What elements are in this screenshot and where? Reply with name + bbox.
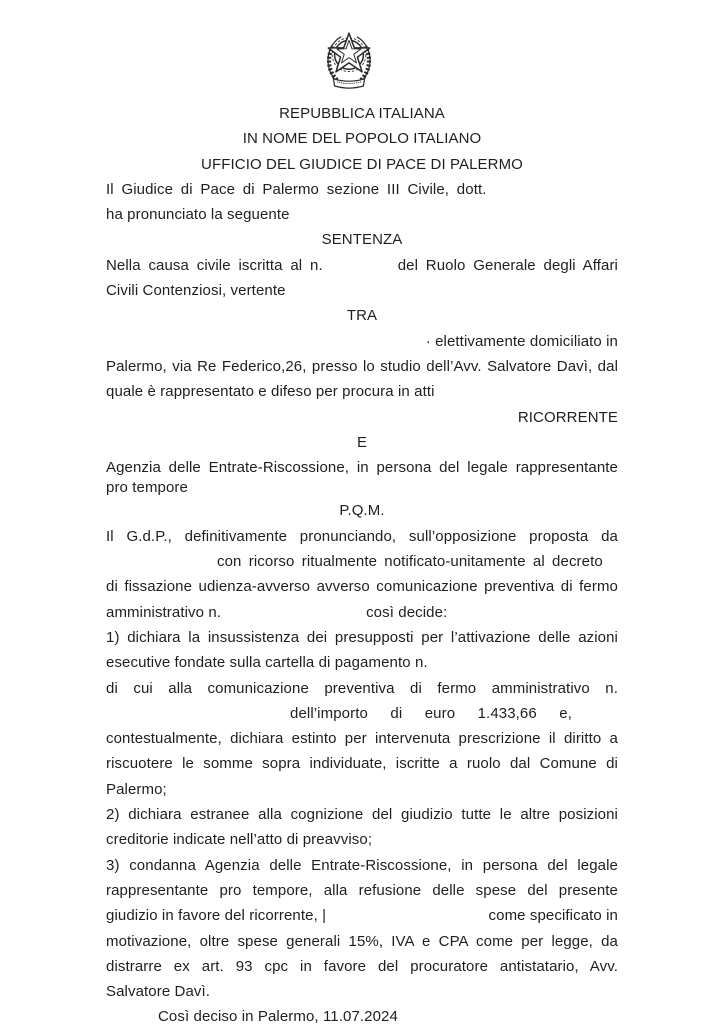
doc-line: ha pronunciato la seguente xyxy=(106,206,290,224)
heading-pqm: P.Q.M. xyxy=(339,502,385,520)
doc-line: di fissazione udienza-avverso avverso comunicazione preventiva di fermo xyxy=(106,578,618,596)
decision-date-line: Così deciso in Palermo, 11.07.2024 xyxy=(158,1008,398,1024)
header-in-nome: IN NOME DEL POPOLO ITALIANO xyxy=(242,130,482,148)
doc-line-part: così decide: xyxy=(366,603,448,621)
doc-line: Il Giudice di Pace di Palermo sezione III Civile, dott. xyxy=(106,180,487,198)
doc-line-part: giudizio in favore del ricorrente, | xyxy=(106,907,327,925)
doc-line: motivazione, oltre spese generali 15%, IVA e CPA come per legge, da xyxy=(106,932,618,950)
doc-line: · elettivamente domiciliato in xyxy=(425,332,618,350)
doc-line: di cui alla comunicazione preventiva di fermo amministrativo n. xyxy=(106,679,618,697)
heading-sentenza: SENTENZA xyxy=(321,231,403,249)
doc-line: Agenzia delle Entrate-Riscossione, in persona del legale rappresentante xyxy=(106,459,618,477)
doc-line: 2) dichiara estranee alla cognizione del giudizio tutte le altre posizioni xyxy=(106,806,618,824)
doc-line: creditorie indicate nell’atto di preavviso; xyxy=(106,831,373,849)
doc-line-part: come specificato in xyxy=(488,907,618,925)
header-republic: REPUBBLICA ITALIANA xyxy=(279,105,445,122)
doc-line: contestualmente, dichiara estinto per intervenuta prescrizione il diritto a xyxy=(106,730,618,748)
heading-tra: TRA xyxy=(346,307,378,325)
doc-line: distrarre ex art. 93 cpc in favore del procuratore antistatario, Avv. xyxy=(106,957,618,975)
document-body xyxy=(106,101,618,1024)
doc-line: Palermo; xyxy=(106,780,167,798)
doc-line: Civili Contenziosi, vertente xyxy=(106,282,286,300)
heading-e: E xyxy=(356,433,368,451)
italian-republic-emblem xyxy=(319,26,379,92)
doc-line: con ricorso ritualmente notificato-unitamente al decreto xyxy=(217,553,603,571)
doc-line xyxy=(106,600,618,625)
doc-line: Salvatore Davì. xyxy=(106,983,211,1001)
doc-line: riscuotere le somme sopra individuate, iscritte a ruolo dal Comune di xyxy=(106,755,618,773)
doc-line: esecutive fondate sulla cartella di pagamento n. xyxy=(106,654,428,672)
header-office: UFFICIO DEL GIUDICE DI PACE DI PALERMO xyxy=(201,155,523,173)
doc-line: quale è rappresentato e difeso per procura in atti xyxy=(106,383,435,401)
doc-line: Il G.d.P., definitivamente pronunciando, sull’opposizione proposta da xyxy=(106,527,618,545)
doc-line: 1) dichiara la insussistenza dei presupposti per l’attivazione delle azioni xyxy=(106,628,618,646)
doc-line xyxy=(106,253,618,278)
heading-ricorrente: RICORRENTE xyxy=(517,408,618,426)
doc-line xyxy=(106,903,618,928)
doc-line-clipped: pro tempore xyxy=(106,480,188,497)
doc-line: 3) condanna Agenzia delle Entrate-Riscossione, in persona del legale xyxy=(106,856,618,874)
doc-line-part: Nella causa civile iscritta al n. xyxy=(106,256,323,274)
doc-line-part: amministrativo n. xyxy=(106,603,222,621)
doc-line: rappresentante pro tempore, alla refusione delle spese del presente xyxy=(106,881,618,899)
doc-line: Palermo, via Re Federico,26, presso lo studio dell’Avv. Salvatore Davì, dal xyxy=(106,357,618,375)
doc-line: dell’importo di euro 1.433,66 e, xyxy=(290,704,572,722)
doc-line-part: del Ruolo Generale degli Affari xyxy=(397,256,618,274)
